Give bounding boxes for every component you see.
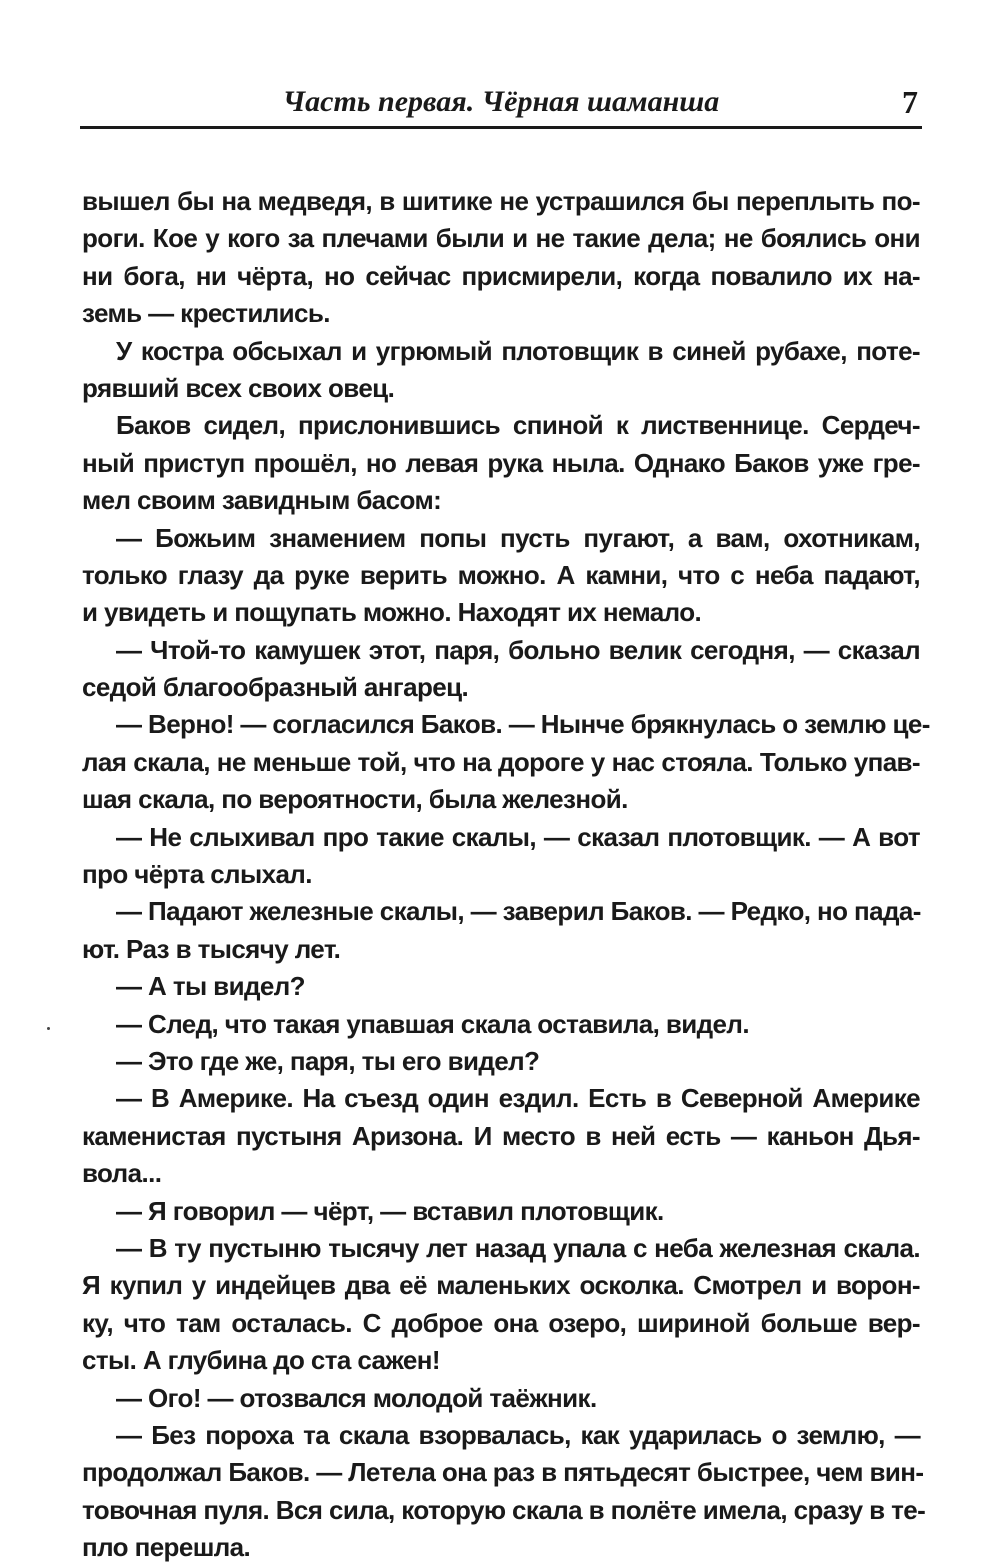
text-line: — Верно! — согласился Баков. — Нынче брякнулась о землю це- xyxy=(116,709,930,740)
text-line: — Это где же, паря, ты его видел? xyxy=(116,1045,540,1076)
text-line: только глазу да руке верить можно. А камни, что с неба падают, xyxy=(82,559,920,590)
text-line: У костра обсыхал и угрюмый плотовщик в синей рубахе, поте- xyxy=(116,335,920,366)
text-line: про чёрта слыхал. xyxy=(82,859,312,890)
text-line: каменистая пустыня Аризона. И место в ней есть — каньон Дья- xyxy=(82,1120,920,1151)
text-line: Баков сидел, прислонившись спиной к лиственнице. Сердеч- xyxy=(116,410,920,441)
text-line: — В Америке. На съезд один ездил. Есть в Северной Америке xyxy=(116,1083,920,1114)
text-line: — След, что такая упавшая скала оставила, видел. xyxy=(116,1008,749,1039)
text-line: седой благообразный ангарец. xyxy=(82,672,469,703)
text-line: — Ого! — отозвался молодой таёжник. xyxy=(116,1382,597,1413)
scan-speck xyxy=(47,1027,50,1030)
text-line: — В ту пустыню тысячу лет назад упала с неба железная скала. xyxy=(116,1232,920,1263)
body-text xyxy=(82,183,930,1566)
text-line: — Чтой-то камушек этот, паря, больно велик сегодня, — сказал xyxy=(116,634,920,665)
text-line: роги. Кое у кого за плечами были и не такие дела; не боялись они xyxy=(82,223,920,254)
text-line: — Я говорил — чёрт, — вставил плотовщик. xyxy=(116,1195,664,1226)
text-line: товочная пуля. Вся сила, которую скала в полёте имела, сразу в те- xyxy=(82,1494,926,1525)
text-line: — Без пороха та скала взорвалась, как ударилась о землю, — xyxy=(116,1419,920,1450)
text-line: и увидеть и пощупать можно. Находят их немало. xyxy=(82,597,702,628)
text-line: Я купил у индейцев два её маленьких осколка. Смотрел и ворон- xyxy=(82,1270,920,1301)
text-line: ку, что там осталась. С доброе она озеро, шириной больше вер- xyxy=(82,1307,920,1338)
text-line: земь — крестились. xyxy=(82,298,330,329)
text-line: мел своим завидным басом: xyxy=(82,485,442,516)
text-line: сты. А глубина до ста сажен! xyxy=(82,1345,440,1376)
page-number: 7 xyxy=(902,84,918,120)
text-line: лая скала, не меньше той, что на дороге у нас стояла. Только упав- xyxy=(82,746,920,777)
text-line: — Падают железные скалы, — заверил Баков. — Редко, но пада- xyxy=(116,896,921,927)
running-title: Часть первая. Чёрная шаманша xyxy=(282,85,720,118)
text-line: вышел бы на медведя, в шитике не устрашился бы переплыть по- xyxy=(82,186,920,216)
text-line: продолжал Баков. — Летела она раз в пятьдесят быстрее, чем вин- xyxy=(82,1457,924,1488)
running-header xyxy=(80,80,922,129)
text-line: ный приступ прошёл, но левая рука ныла. Однако Баков уже гре- xyxy=(82,447,920,478)
text-line: — Божьим знамением попы пусть пугают, а вам, охотникам, xyxy=(116,522,920,553)
text-line: — Не слыхивал про такие скалы, — сказал плотовщик. — А вот xyxy=(116,821,920,852)
text-line: — А ты видел? xyxy=(116,971,305,1002)
text-line: шая скала, по вероятности, была железной. xyxy=(82,784,628,815)
text-line: ни бога, ни чёрта, но сейчас присмирели, когда повалило их на- xyxy=(82,260,920,291)
text-line: вола... xyxy=(82,1158,162,1189)
text-line: пло перешла. xyxy=(82,1532,251,1563)
text-line: ют. Раз в тысячу лет. xyxy=(82,933,341,964)
text-line: рявший всех своих овец. xyxy=(82,372,395,403)
